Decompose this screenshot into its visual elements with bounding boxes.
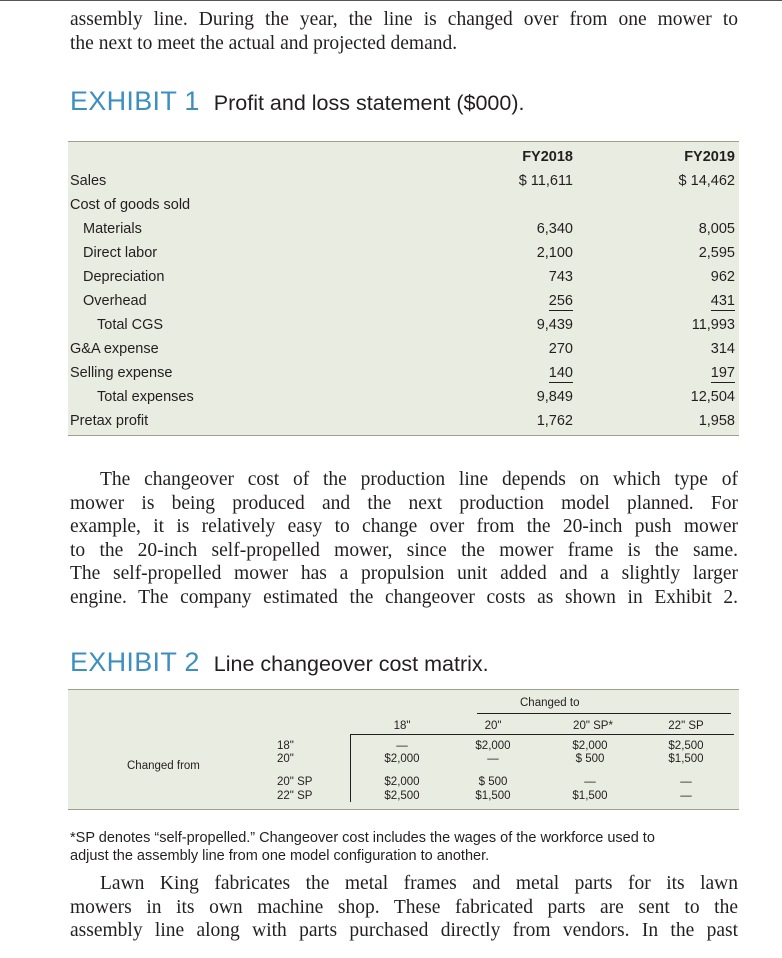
row-label: Pretax profit <box>70 413 149 429</box>
cell-fy2018: 256 <box>548 293 573 309</box>
changed-to-rule <box>477 713 731 714</box>
footnote <box>70 829 738 865</box>
row-label: Direct labor <box>83 245 158 261</box>
cell-fy2019: 314 <box>710 341 735 357</box>
matrix-cell: — <box>584 776 596 788</box>
table-bottom-rule <box>68 435 739 436</box>
matrix-cell: $2,000 <box>384 753 420 765</box>
text-line: The self-propelled mower has a propulsion unit added and a slightly larger <box>70 563 738 584</box>
cell-fy2018: 2,100 <box>536 245 573 261</box>
exhibit2-number: EXHIBIT 2 <box>70 647 200 677</box>
text-line: example, it is relatively easy to change over from the 20-inch push mower <box>70 516 738 537</box>
text-line: the next to meet the actual and projected demand. <box>70 32 458 54</box>
matrix-cell: — <box>680 790 692 802</box>
matrix-cell: $2,500 <box>384 790 420 802</box>
cell-fy2019: 2,595 <box>698 245 735 261</box>
row-label: Cost of goods sold <box>70 197 191 213</box>
matrix-cell: $ 500 <box>478 776 508 788</box>
text-line: to the 20-inch self-propelled mower, since the mower frame is the same. <box>70 539 738 561</box>
table-row <box>68 218 739 242</box>
text-line: assembly line. During the year, the line is changed over from one mower to <box>70 9 738 30</box>
row-header: 18" <box>277 740 294 752</box>
row-label: Materials <box>83 221 142 237</box>
changed-to-label: Changed to <box>520 697 580 709</box>
cell-fy2018: 9,849 <box>536 389 573 405</box>
row-label: Sales <box>70 173 107 189</box>
col-header-fy2019: FY2019 <box>684 149 735 165</box>
changed-from-label: Changed from <box>127 760 200 772</box>
row-label: Depreciation <box>83 269 165 285</box>
col-header: 20" SP* <box>573 720 613 732</box>
exhibit2-title <box>70 647 489 678</box>
exhibit1-caption: Profit and loss statement ($000). <box>213 91 525 115</box>
row-header: 22" SP <box>277 790 313 802</box>
exhibit2-caption: Line changeover cost matrix. <box>213 652 489 676</box>
text-line: mowers in its own machine shop. These fabricated parts are sent to the <box>70 896 738 918</box>
cell-fy2018: 270 <box>548 341 573 357</box>
cell-fy2018: 1,762 <box>536 413 573 429</box>
matrix-cell: $1,500 <box>668 753 704 765</box>
table-row <box>68 242 739 266</box>
matrix-cell: $1,500 <box>475 790 511 802</box>
cell-fy2018: 9,439 <box>536 317 573 333</box>
table-row <box>68 290 739 314</box>
row-label: Total expenses <box>97 389 194 405</box>
row-header: 20" <box>277 753 294 765</box>
page-top-rule <box>0 0 782 1</box>
matrix-cell: $2,000 <box>384 776 420 788</box>
table-top-rule <box>68 141 739 142</box>
closing-paragraph <box>70 872 738 943</box>
col-header: 20" <box>484 720 502 732</box>
cell-fy2018: 140 <box>548 365 573 381</box>
matrix-cell: $2,500 <box>668 740 704 752</box>
matrix-cell: — <box>680 776 692 788</box>
text-line: engine. The company estimated the changeover costs as shown in Exhibit 2. <box>70 586 738 608</box>
matrix-cell: $1,500 <box>572 790 608 802</box>
table-row <box>68 194 739 218</box>
col-header: 22" SP <box>668 720 704 732</box>
row-label: G&A expense <box>70 341 159 357</box>
table-row <box>68 410 739 434</box>
matrix-cell: $2,000 <box>475 740 511 752</box>
cell-fy2019: $ 14,462 <box>678 173 735 189</box>
text-line: mower is being produced and the next production model planned. For <box>70 492 738 514</box>
footnote-line: adjust the assembly line from one model configuration to another. <box>70 848 490 864</box>
cell-fy2019: 1,958 <box>698 413 735 429</box>
exhibit1-number: EXHIBIT 1 <box>70 86 200 116</box>
matrix-cell: $ 500 <box>575 753 605 765</box>
table-row <box>68 314 739 338</box>
col-header: 18" <box>393 720 411 732</box>
intro-paragraph <box>70 8 738 55</box>
col-header-fy2018: FY2018 <box>522 149 573 165</box>
cell-fy2019: 12,504 <box>690 389 735 405</box>
footnote-line: *SP denotes “self-propelled.” Changeover cost includes the wages of the workforce used to <box>70 830 655 846</box>
cell-fy2018: 743 <box>548 269 573 285</box>
cell-fy2019: 197 <box>710 365 735 381</box>
row-header: 20" SP <box>277 776 313 788</box>
text-line: The changeover cost of the production line depends on which type of <box>100 469 738 490</box>
table-row <box>68 170 739 194</box>
cell-fy2019: 8,005 <box>698 221 735 237</box>
cell-fy2019: 431 <box>710 293 735 309</box>
row-header-rule <box>350 734 351 802</box>
cell-fy2019: 11,993 <box>691 317 735 333</box>
table-bottom-rule <box>68 809 739 810</box>
cell-fy2019: 962 <box>710 269 735 285</box>
table-row <box>68 362 739 386</box>
matrix-cell: — <box>487 753 499 765</box>
exhibit1-title <box>70 86 524 117</box>
row-label: Selling expense <box>70 365 173 381</box>
table-header-row <box>68 146 739 170</box>
changeover-paragraph <box>70 468 738 609</box>
table-row <box>68 266 739 290</box>
header-rule <box>350 734 734 735</box>
table-top-rule <box>68 689 739 690</box>
row-label: Total CGS <box>97 317 164 333</box>
cell-fy2018: 6,340 <box>536 221 573 237</box>
table-row <box>68 338 739 362</box>
profit-loss-table <box>68 141 739 436</box>
text-line: Lawn King fabricates the metal frames and metal parts for its lawn <box>100 873 738 894</box>
cell-fy2018: $ 11,611 <box>518 173 573 189</box>
text-line: assembly line along with parts purchased directly from vendors. In the past <box>70 920 738 941</box>
row-label: Overhead <box>83 293 147 309</box>
matrix-cell: $2,000 <box>572 740 608 752</box>
matrix-cell: — <box>396 740 408 752</box>
table-row <box>68 386 739 410</box>
changeover-matrix <box>68 689 739 810</box>
